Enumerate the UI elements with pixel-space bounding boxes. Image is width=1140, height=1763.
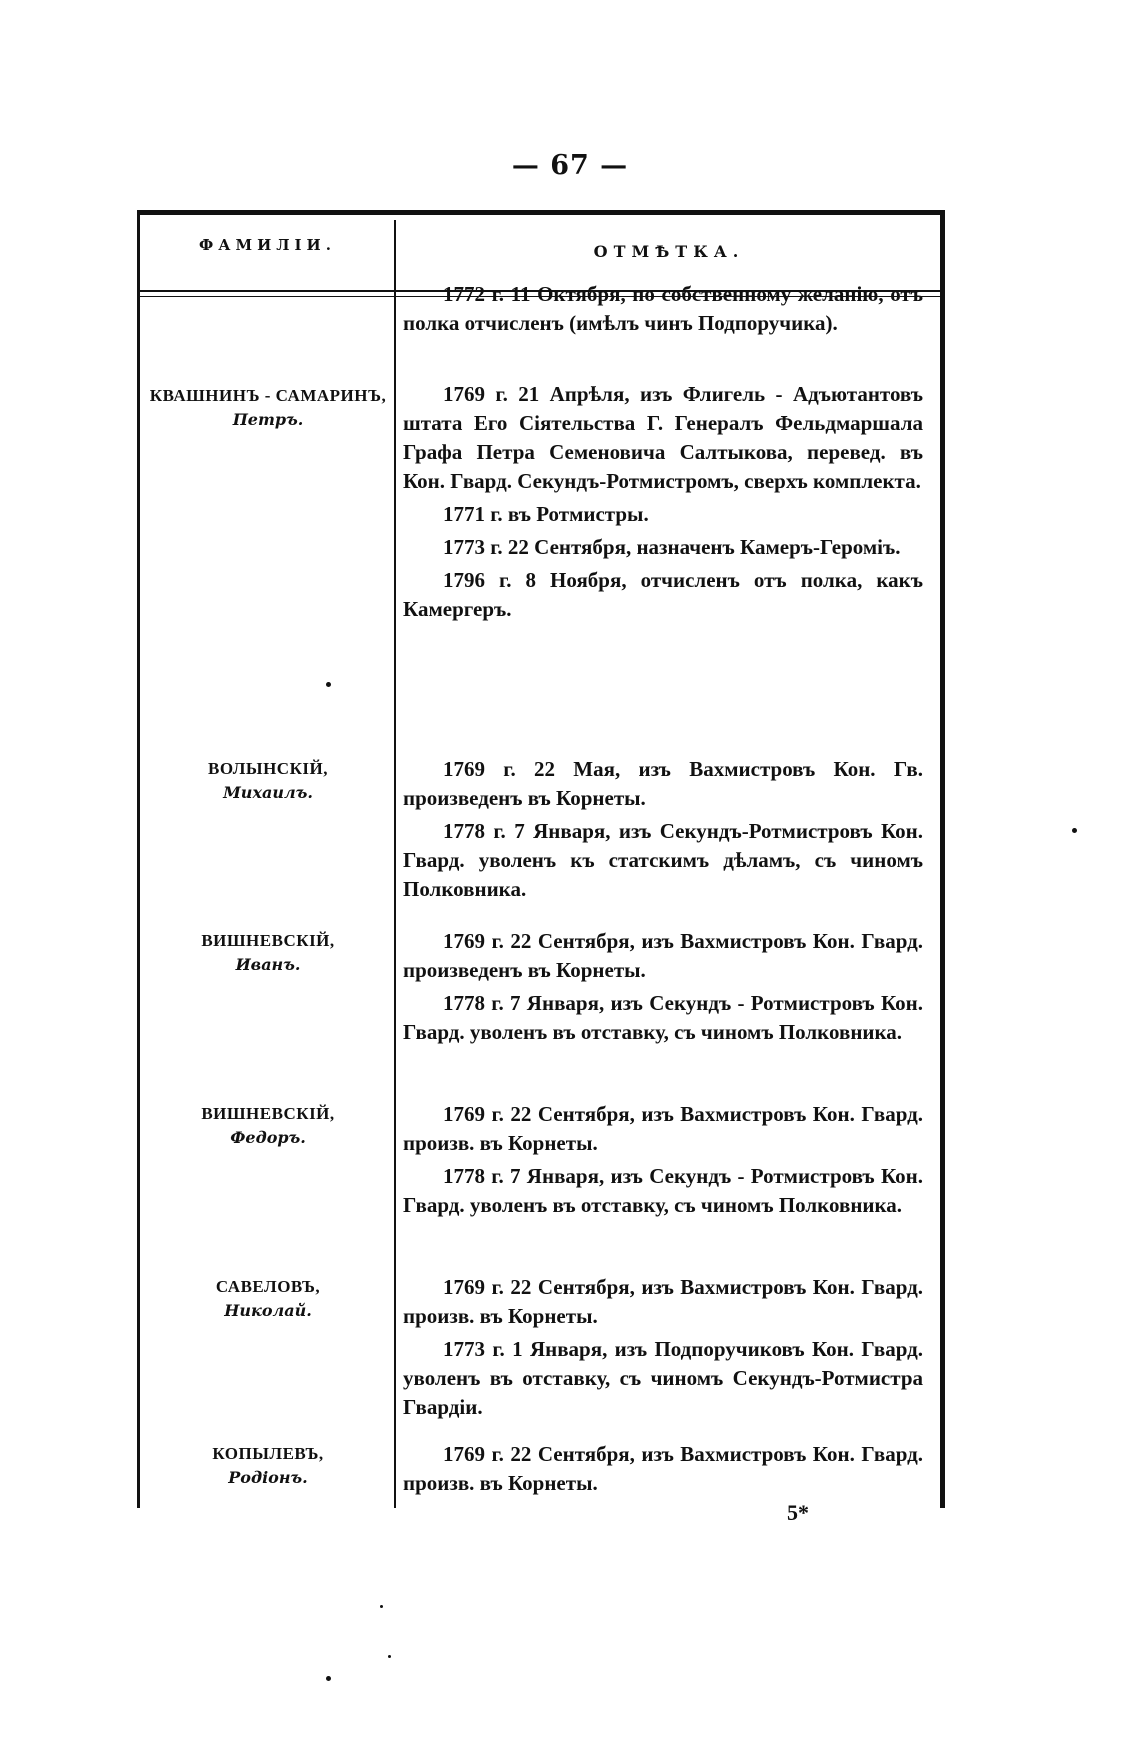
name-cell: [143, 1442, 393, 1490]
note-entry: 1773 г. 1 Января, изъ Подпоручиковъ Кон. Гвард. уволенъ въ отставку, съ чиномъ Секундъ-Ротмистра Гвардіи.: [403, 1337, 923, 1419]
surname: ВИШНЕВСКІЙ,: [201, 931, 335, 950]
surname: ВОЛЫНСКІЙ,: [208, 759, 328, 778]
surname: КОПЫЛЕВЪ,: [212, 1444, 324, 1463]
scan-speck: [326, 1676, 331, 1681]
name-cell: [143, 757, 393, 805]
notes-cell: [403, 755, 923, 908]
note-entry: 1771 г. въ Ротмистры.: [443, 502, 649, 526]
scan-speck: [380, 1605, 383, 1608]
note-entry: 1778 г. 7 Января, изъ Секундъ - Ротмистровъ Кон. Гвард. уволенъ въ отставку, съ чиномъ Полковника.: [403, 991, 923, 1044]
notes-cell: [403, 1273, 923, 1426]
column-divider: [394, 220, 396, 1508]
name-cell: [143, 1102, 393, 1150]
column-header-notes: ОТМѢТКА.: [593, 242, 745, 261]
notes-cell: [403, 927, 923, 1051]
note-entry: 1769 г. 22 Мая, изъ Вахмистровъ Кон. Гв. произведенъ въ Корнеты.: [403, 757, 923, 810]
surname: САВЕЛОВЪ,: [215, 1277, 321, 1296]
name-cell: [143, 384, 393, 432]
given-name: Родіонъ.: [228, 1468, 308, 1487]
surname: КВАШНИНЪ - САМАРИНЪ,: [149, 386, 387, 405]
table-left-rule: [137, 210, 140, 1508]
register-table: [137, 210, 945, 1508]
scan-speck: [1072, 828, 1077, 833]
note-entry: 1769 г. 22 Сентября, изъ Вахмистровъ Кон. Гвард. произв. въ Корнеты.: [403, 1275, 923, 1328]
notes-cell: [403, 1440, 923, 1502]
notes-cell: [403, 280, 923, 342]
notes-cell: [403, 380, 923, 628]
given-name: Иванъ.: [235, 955, 301, 974]
note-entry: 1778 г. 7 Января, изъ Секундъ - Ротмистровъ Кон. Гвард. уволенъ въ отставку, съ чиномъ Полковника.: [403, 1164, 923, 1217]
surname: ВИШНЕВСКІЙ,: [201, 1104, 335, 1123]
given-name: Николай.: [224, 1301, 312, 1320]
signature-mark: 5*: [787, 1500, 809, 1525]
note-entry: 1769 г. 22 Сентября, изъ Вахмистровъ Кон. Гвард. произведенъ въ Корнеты.: [403, 929, 923, 982]
given-name: Федоръ.: [230, 1128, 306, 1147]
column-header-names: ФАМИЛІИ.: [199, 236, 336, 254]
note-entry: 1778 г. 7 Января, изъ Секундъ-Ротмистровъ Кон. Гвард. уволенъ къ статскимъ дѣламъ, съ чиномъ Полковника.: [403, 819, 923, 901]
note-entry: 1796 г. 8 Ноября, отчисленъ отъ полка, какъ Камергеръ.: [403, 568, 923, 621]
notes-cell: [403, 1100, 923, 1224]
table-top-rule: [137, 210, 945, 215]
note-entry: 1772 г. 11 Октября, по собственному желанію, отъ полка отчисленъ (имѣлъ чинъ Подпоручика).: [403, 282, 923, 335]
name-cell: [143, 929, 393, 977]
note-entry: 1773 г. 22 Сентября, назначенъ Камеръ-Героміъ.: [443, 535, 901, 559]
note-entry: 1769 г. 21 Апрѣля, изъ Флигель - Адъютантовъ штата Его Сіятельства Г. Генералъ Фельдмаршала Графа Петра Семеновича Салтыкова, перевед. въ Кон. Гвард. Секундъ-Ротмистромъ, сверхъ комплекта.: [403, 382, 923, 493]
scan-speck: [388, 1655, 391, 1658]
page-number: — 67 —: [511, 150, 629, 181]
table-right-rule: [940, 210, 945, 1508]
given-name: Михаилъ.: [223, 783, 313, 802]
note-entry: 1769 г. 22 Сентября, изъ Вахмистровъ Кон. Гвард. произв. въ Корнеты.: [403, 1442, 923, 1495]
given-name: Петръ.: [232, 410, 304, 429]
scan-speck: [326, 682, 331, 687]
name-cell: [143, 1275, 393, 1323]
note-entry: 1769 г. 22 Сентября, изъ Вахмистровъ Кон. Гвард. произв. въ Корнеты.: [403, 1102, 923, 1155]
